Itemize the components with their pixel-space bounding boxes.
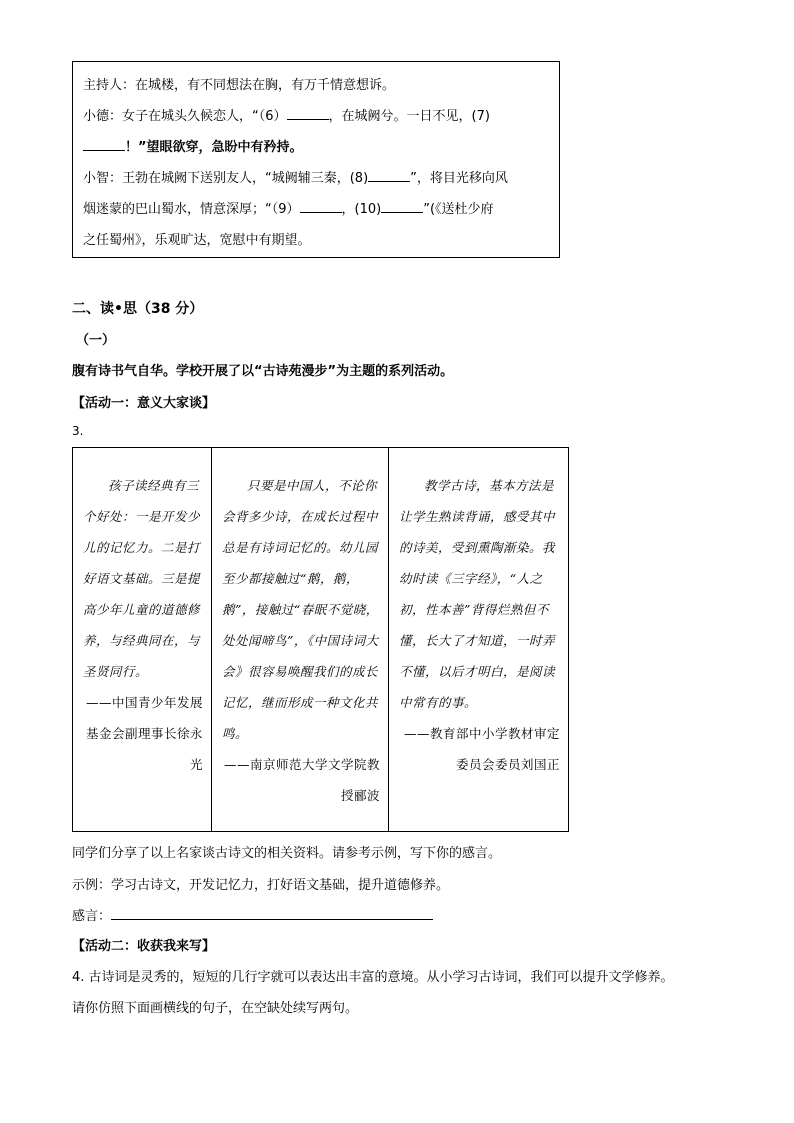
quote-source-3: ——教育部中小学教材审定委员会委员刘国正 — [403, 726, 560, 772]
quote-cell-3 — [389, 448, 569, 832]
blank-10[interactable] — [381, 198, 423, 213]
dialogue-line-xiaozhi-end: 之任蜀州》，乐观旷达，宽慰中有期望。 — [83, 233, 311, 248]
dialogue-line-xiaode: 小德：女子在城头久候恋人，“（6） ，在城阙兮。一日不见，(7) — [83, 101, 549, 132]
quote-text-2: 只要是中国人，不论你会背多少诗，在成长过程中总是有诗词记忆的。幼儿园至少都接触过“鹅，鹅，鹅”，接触过“春眠不觉晓，处处闻啼鸟”，《中国诗词大会》很容易唤醒我们的成长记忆，继而形成一种文化共鸣。 — [222, 478, 379, 741]
share-text: 同学们分享了以上名家谈古诗文的相关资料。请参考示例，写下你的感言。 — [72, 846, 502, 861]
dialogue-box — [72, 61, 560, 258]
dialogue-line-xiaode-cont: ！”望眼欲穿，急盼中有矜持。 — [83, 132, 549, 163]
dialogue-line-xiaozhi: 小智：王勃在城阙下送别友人，“城阙辅三秦，(8) ”，将目光移向风 — [83, 163, 549, 194]
dialogue-line-host: 主持人：在城楼，有不同想法在胸，有万千情意想诉。 — [83, 78, 396, 93]
subsection-label: （一） — [76, 333, 116, 348]
question-3-number: 3. — [72, 424, 84, 438]
quote-source-1: ——中国青少年发展基金会副理事长徐永光 — [85, 695, 203, 772]
dialogue-line-xiaozhi-cont: 烟迷蒙的巴山蜀水，情意深厚；“（9） ，(10) ”(《送杜少府 — [83, 194, 549, 225]
blank-6[interactable] — [287, 105, 329, 120]
activity-one-heading: 【活动一：意义大家谈】 — [72, 396, 216, 411]
quote-source-2: ——南京师范大学文学院教授郦波 — [223, 757, 380, 803]
answer-input-line[interactable] — [111, 905, 433, 920]
activity-two-heading: 【活动二：收获我来写】 — [72, 939, 216, 954]
quote-cell-2 — [212, 448, 389, 832]
answer-label: 感言： — [72, 909, 112, 924]
blank-8[interactable] — [368, 167, 410, 182]
blank-7[interactable] — [83, 136, 125, 151]
answer-row — [72, 905, 433, 924]
quotes-table — [72, 447, 569, 832]
quote-text-1: 孩子读经典有三个好处：一是开发少儿的记忆力。二是打好语文基础。三是提高少年儿童的道德修养，与经典同在，与圣贤同行。 — [83, 478, 201, 679]
quote-cell-1 — [73, 448, 212, 832]
example-text: 示例：学习古诗文，开发记忆力，打好语文基础，提升道德修养。 — [72, 878, 450, 893]
section-title: 二、读•思（38 分） — [72, 301, 204, 317]
question-4-line-2: 请你仿照下面画横线的句子，在空缺处续写两句。 — [72, 1001, 359, 1016]
quote-text-3: 教学古诗，基本方法是让学生熟读背诵，感受其中的诗美，受到熏陶渐染。我幼时读《三字经》，“人之初，性本善”背得烂熟但不懂，长大了才知道，一时弄不懂，以后才明白，是阅读中常有的事。 — [399, 478, 556, 710]
intro-text: 腹有诗书气自华。学校开展了以“古诗苑漫步”为主题的系列活动。 — [72, 364, 454, 379]
blank-9[interactable] — [300, 198, 342, 213]
question-4-line-1: 4. 古诗词是灵秀的，短短的几行字就可以表达出丰富的意境。从小学习古诗词，我们可以提升文学修养。 — [72, 970, 674, 985]
